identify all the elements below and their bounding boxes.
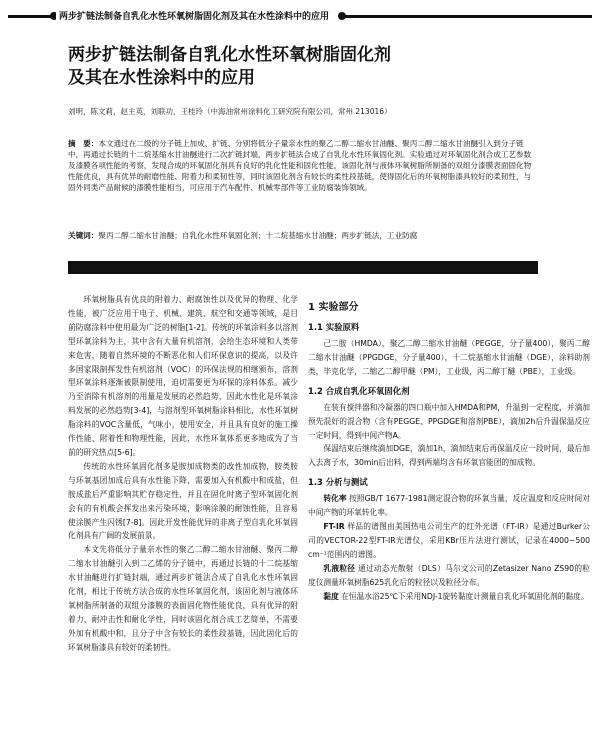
running-title: 两步扩链法制备自乳化水性环氧树脂固化剂及其在水性涂料中的应用 <box>56 9 332 22</box>
title-line-1: 两步扩链法制备自乳化水性环氧树脂固化剂 <box>68 45 391 65</box>
test-particle <box>308 562 590 590</box>
title-line-2: 及其在水性涂料中的应用 <box>68 68 255 88</box>
test-ftir-label: FT-IR <box>323 522 345 532</box>
author-line: 刘明，陈文莉，赵主英，刘联功，王桂玲（中海油常州涂料化工研究院有限公司，常州 213016） <box>68 107 392 116</box>
test-ftir <box>308 520 590 562</box>
test-conversion-label: 转化率 <box>323 494 347 504</box>
keywords <box>68 230 548 241</box>
test-ftir-text: 样品的谱图由美国热电公司生产的红外光谱（FT-IR）是通过Burker公司的VECTOR-22型FT-IR光谱仪，采用KBr压片法进行测试，记录在4000~500 cm⁻¹范围内的谱图。 <box>308 522 590 559</box>
running-header <box>8 9 592 23</box>
right-column <box>308 293 590 604</box>
divider-band <box>68 261 538 274</box>
subsection-materials: 1.1 实验原料 <box>308 322 360 332</box>
section-heading: 1 实验部分 <box>308 302 359 313</box>
subsection-synthesis: 1.2 合成自乳化环氧固化剂 <box>308 385 410 396</box>
left-column <box>68 293 298 655</box>
header-rule-right <box>344 15 592 18</box>
test-conversion-text: 按照GB/T 1677-1981测定混合物的环氧当量，反应温度和反应时间对中间产物的环氧转化率。 <box>308 494 590 518</box>
subsection-testing: 1.3 分析与测试 <box>308 477 368 488</box>
paper-title <box>68 44 391 90</box>
header-dot-right <box>338 12 346 20</box>
keywords-label: 关键词： <box>68 231 99 240</box>
materials-paragraph: 己二胺（HMDA），聚乙二醇二缩水甘油醚（PEGGE，分子量400），聚丙二醇二缩水甘油醚（PPGDGE，分子量400），十二烷基缩水甘油醚（DGE），涂料助剂类，毕克化学，二缩乙二醇甲醚（PM），工业级，丙二醇丁醚（PBE），工业级。 <box>308 339 590 376</box>
abstract <box>68 138 538 193</box>
test-viscosity-text: 在恒温水浴25℃下采用NDJ-1旋转黏度计测量自乳化环氧固化剂的黏度。 <box>341 591 589 601</box>
test-particle-label: 乳液粒径 <box>323 563 356 573</box>
test-viscosity <box>308 590 590 604</box>
abstract-text: 本文通过在二级的分子链上加成、扩链、分别将低分子量亲水性的聚乙二醇二缩水甘油醚、聚丙二醇二缩水甘油醚引入到分子链中，再通过长链的十二烷基缩水甘油醚进行二次扩链封端，两步扩链法合成了自乳化水性环氧固化剂。实验通过对环氧固化剂合成工艺参数及漆膜各项性能的考察，发现合成的环氧固化剂具有良好的乳化性能和固化性能，该固化剂与液体环氧树脂所制备的双组分漆膜表面固化物性能优良，具有优异的耐磨性能、附着力和柔韧性等，同时该固化剂含有较长的柔性段基链，使得固化后的环氧树脂漆具较好的柔韧性，与固外同类产品耐候的漆膜性能相当，可应用于汽车配件、机械零部件等工业防腐装饰领域。 <box>68 139 532 193</box>
intro-paragraph-1: 环氧树脂具有优良的附着力、耐腐蚀性以及优异的物理、化学性能，被广泛应用于电子、机械、建筑、航空和交通等领域，是目前防腐涂料中使用最为广泛的树脂[1-2]。传统的环氧涂料多以溶剂型环氧涂料为主，其中含有大量有机溶剂，会给生态环境和人类带来危害，随着自然环境的不断恶化和人们环保意识的提高，以及许多国家限制挥发性有机溶剂（VOC）的环保法规的相继颁布，溶剂型环氧涂料逐渐被限制使用，迫切需要更为环保的涂料体系。减少乃至消除有机溶剂的用量是发展的必然趋势，因此水性化是环氧涂料发展的必然趋势[3-4]，与溶剂型环氧树脂涂料相比，水性环氧树脂涂料的VOC含量低，气味小，使用安全，并且具有良好的施工操作性能、附着性和物理性能，因此，水性环氧体系更多地成为了当前的研究热点[5-6]。 <box>68 295 298 457</box>
synthesis-paragraph-1: 在装有搅拌器和冷凝器的四口瓶中加入HMDA和PM，升温到一定程度，并滴加预先混好的混合物（含有PEGGE、PPGDGE和溶剂PBE），滴加2h后升温保温反应一定时间，得到中间产物A。 <box>308 402 590 440</box>
intro-paragraph-2: 传统的水性环氧固化剂多是胺加成物类的改性加成物，胺类胺与环氧基团加成后具有水性能下降，需要加入有机酸中和成盐，但胺成盐后严重影响其贮存稳定性，并且在固化时离子型环氧固化剂会有的有机酸会挥发出来污染环境，影响涂膜的耐蚀性能，且容易使涂膜产生闪锈[7-8]。因此开发性能优异的非离子型自乳化环氧固化剂具有广阔的发展前景。 <box>68 461 298 541</box>
header-rule-left <box>8 15 56 18</box>
test-conversion <box>308 492 590 520</box>
test-particle-text: 通过动态光散射（DLS）马尔文公司的Zetasizer Nano ZS90的粒度仪测量环氧树脂625乳化后的粒径以及粒径分布。 <box>308 563 590 587</box>
abstract-label: 摘 要： <box>68 139 99 148</box>
keywords-text: 聚丙二醇二缩水甘油醚；自乳化水性环氧固化剂；十二烷基缩水甘油醚；两步扩链法，工业防腐 <box>98 231 418 240</box>
test-viscosity-label: 黏度 <box>323 591 339 601</box>
synthesis-paragraph-2: 保温结束后继续滴加DGE，滴加1h，滴加结束后再保温反应一段时间，最后加入去离子水，30min后出料，得到两端均含有环氧官能团的加成物。 <box>308 444 590 468</box>
intro-paragraph-3: 本文先将低分子量亲水性的聚乙二醇二缩水甘油醚、聚丙二醇二缩水甘油醚引入到二乙烯的分子链中，再通过长链的十二烷基缩水甘油醚进行扩链封端，通过两步扩链法合成了自乳化水性环氧固化剂，相比于传统方法合成的水性环氧固化剂，该固化剂与液体环氧树脂所制备的双组分漆膜的表面固化物性能优良，具有优异的附着力、耐冲击性和耐化学性，同时该固化剂合成工艺简单，不需要外加有机酸中和，且分子中含有较长的柔性段基链，因此固化后的环氧树脂漆具有较好的柔韧性。 <box>68 545 298 652</box>
